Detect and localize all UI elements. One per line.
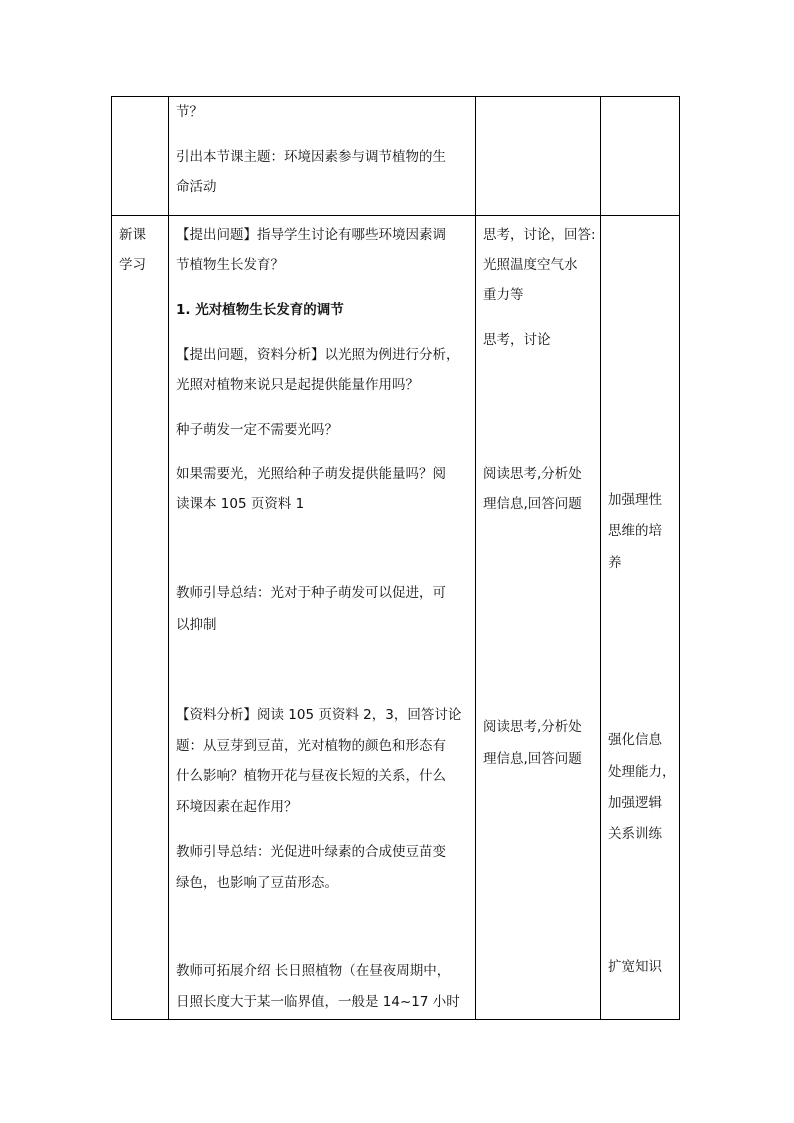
section-heading: 1. 光对植物生长发育的调节 [176, 302, 344, 318]
content-line: 教师可拓展介绍 长日照植物（在昼夜周期中， [176, 963, 451, 979]
content-line: 绿色，也影响了豆苗形态。 [176, 875, 338, 891]
table-col-divider-3 [600, 96, 601, 1020]
table-border-left [111, 96, 112, 1020]
content-line: 日照长度大于某一临界值，一般是 14~17 小时 [176, 994, 460, 1010]
table-row-divider [111, 215, 680, 216]
content-line: 节？ [176, 104, 203, 120]
content-line: 节植物生长发育？ [176, 257, 284, 273]
section-label-line: 新课 [119, 227, 146, 243]
student-activity-line: 思考，讨论，回答: [483, 227, 596, 243]
content-line: 引出本节课主题：环境因素参与调节植物的生 [176, 149, 446, 165]
content-line: 【提出问题，资料分析】以光照为例进行分析， [176, 347, 460, 363]
design-intent-line: 关系训练 [608, 826, 662, 842]
design-intent-line: 处理能力， [608, 764, 676, 780]
design-intent-line: 加强理性 [608, 492, 662, 508]
content-line: 命活动 [176, 179, 217, 195]
student-activity-line: 理信息,回答问题 [483, 751, 582, 767]
section-label-line: 学习 [119, 257, 146, 273]
content-line: 以抑制 [176, 617, 217, 633]
table-col-divider-1 [168, 96, 169, 1020]
content-line: 环境因素在起作用？ [176, 799, 298, 815]
student-activity-line: 阅读思考,分析处 [483, 719, 582, 735]
design-intent-line: 思维的培 [608, 523, 662, 539]
student-activity-line: 理信息,回答问题 [483, 496, 582, 512]
design-intent-line: 养 [608, 555, 622, 571]
content-line: 种子萌发一定不需要光吗？ [176, 422, 338, 438]
content-line: 【资料分析】阅读 105 页资料 2，3，回答讨论 [176, 707, 462, 723]
table-border-bottom [111, 1019, 680, 1020]
table-border-right [679, 96, 680, 1020]
design-intent-line: 加强逻辑 [608, 795, 662, 811]
content-line: 教师引导总结：光对于种子萌发可以促进，可 [176, 585, 446, 601]
content-line: 【提出问题】指导学生讨论有哪些环境因素调 [176, 227, 446, 243]
table-col-divider-2 [475, 96, 476, 1020]
content-line: 题：从豆芽到豆苗，光对植物的颜色和形态有 [176, 738, 446, 754]
content-line: 读课本 105 页资料 1 [176, 496, 305, 512]
table-border-top [111, 96, 680, 97]
design-intent-line: 扩宽知识 [608, 959, 662, 975]
content-line: 什么影响？植物开花与昼夜长短的关系，什么 [176, 768, 446, 784]
student-activity-line: 思考，讨论 [483, 332, 551, 348]
student-activity-line: 阅读思考,分析处 [483, 466, 582, 482]
content-line: 教师引导总结：光促进叶绿素的合成使豆苗变 [176, 844, 446, 860]
design-intent-line: 强化信息 [608, 732, 662, 748]
student-activity-line: 重力等 [483, 287, 524, 303]
content-line: 如果需要光，光照给种子萌发提供能量吗？阅 [176, 466, 446, 482]
student-activity-line: 光照温度空气水 [483, 257, 578, 273]
content-line: 光照对植物来说只是起提供能量作用吗？ [176, 377, 419, 393]
